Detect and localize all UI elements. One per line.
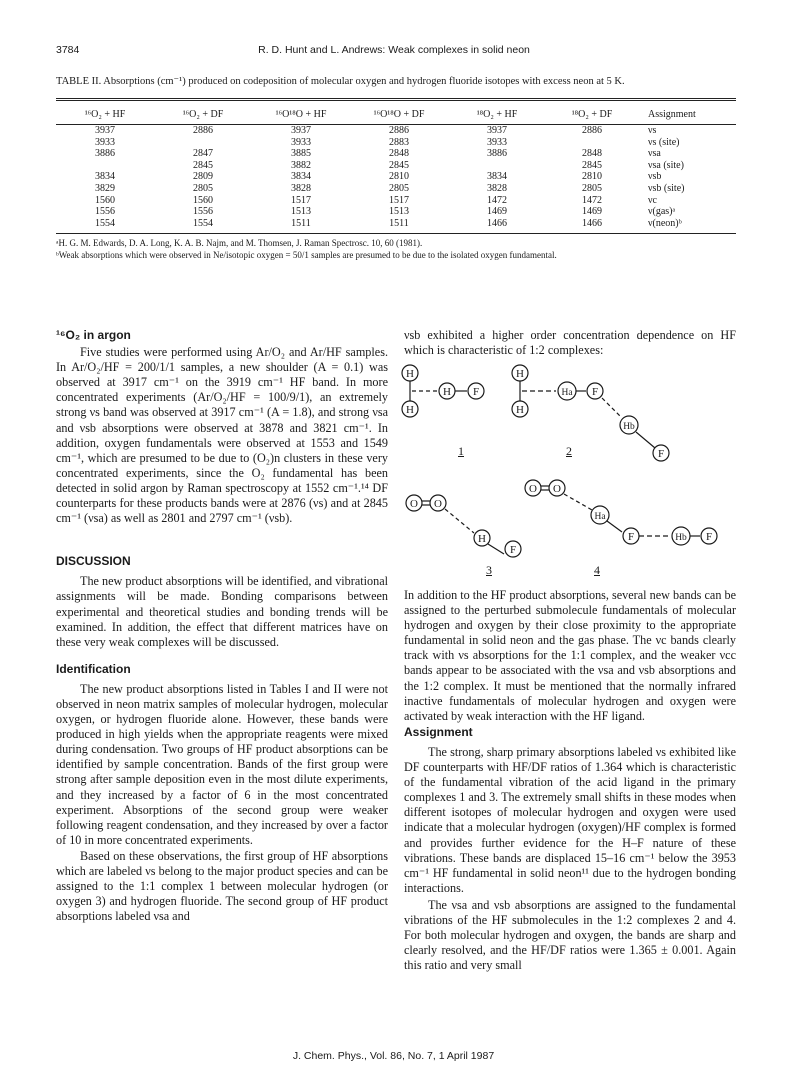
table-top-rule xyxy=(56,98,736,99)
table-cell: 1513 xyxy=(291,206,311,218)
table-cell: 3834 xyxy=(487,171,507,183)
table-cell: νs (site) xyxy=(648,136,680,148)
table-cell: 1472 xyxy=(487,194,507,206)
paragraph-identification: The new product absorptions listed in Tables I and II were not observed in neon matrix samples of molecular hydrogen, molecular oxygen, or hydrogen fluoride alone. However, these bands were produced in high yields when the appropriate reagents were mixed during condensation. Two groups of HF product absorptions can be identified by sample concentration. Bands of the first group were strong after sample deposition even in the most dilute experiments, and they increased by a factor of 6 in the most concentrated experiment. Absorptions of the second group were weaker following reagent condensation, and they increased by over a factor of 10 in more concentrated experiments. xyxy=(56,681,388,847)
table-column-header: ¹⁶O₂ + DF xyxy=(182,108,224,120)
table-cell: 2848 xyxy=(389,148,409,160)
atom-f: F xyxy=(627,531,635,543)
table-column-header: ¹⁶O₂ + HF xyxy=(84,108,126,120)
structure-label-1: 1 xyxy=(458,444,464,458)
paragraph-first-group: Based on these observations, the first group of HF absorptions which are labeled νs belong to the major product species and can be assigned to the 1:1 complex 1 between molecular hydrogen (or oxygen 3) and hydrogen fluoride. The second group of HF product absorptions labeled νsa and xyxy=(56,848,388,924)
atom-ha: Ha xyxy=(594,512,606,522)
paragraph-argon: Five studies were performed using Ar/O₂ and Ar/HF samples. In Ar/O₂/HF = 200/1/1 samples, a new shoulder (A = 0.1) was observed at 3917 cm⁻¹ on the 3919 cm⁻¹ HF band. In more concentrated experiments (Ar/O₂/HF = 100/9/1), an extremely strong νs band was observed at 3917 cm⁻¹ (A = 1.8), and strong νsa and νsb absorptions were observed at 3878 and 3821 cm⁻¹. In addition, oxygen fundamentals were observed at 1553 and 1549 cm⁻¹, which are presumed to be due to (O₂)n clusters in these very concentrated experiments, since the O₂ fundamental has been detected in solid argon by Raman spectroscopy at 1552 cm⁻¹.¹⁴ DF counterparts for these products bands were at 2876 (νs) and at 2845 cm⁻¹ (νsa) as well as 2801 and 2797 cm⁻¹ (νsb). xyxy=(56,345,388,526)
complex-structures-figure xyxy=(400,360,740,580)
table-cell: 3933 xyxy=(95,136,115,148)
table-cell: 3834 xyxy=(95,171,115,183)
table-row xyxy=(56,137,736,149)
atom-o: O xyxy=(553,483,561,495)
atom-h: H xyxy=(406,368,414,380)
table-cell: 1469 xyxy=(487,206,507,218)
table-cell: 1560 xyxy=(193,194,213,206)
table-cell: 2847 xyxy=(193,148,213,160)
table-cell: 2809 xyxy=(193,171,213,183)
paragraph-perturbed: In addition to the HF product absorptions, several new bands can be assigned to the perturbed submolecule fundamentals of molecular hydrogen and oxygen by their close proximity to the appropriate fundamental in solid neon and the gas phase. The νc bands clearly track with νs absorptions for the 1:1 complex, and the weaker νcc bands appear to be associated with the νsa and νsb absorptions and the 1:2 complex. It must be mentioned that the normally infrared inactive fundamentals of molecular hydrogen and oxygen were activated by weak interaction with the HF ligand. xyxy=(404,588,736,723)
atom-f: F xyxy=(509,544,517,556)
atom-h: H xyxy=(516,368,524,380)
table-row xyxy=(56,171,736,183)
table-cell: 2845 xyxy=(582,159,602,171)
table-caption: TABLE II. Absorptions (cm⁻¹) produced on codeposition of molecular oxygen and hydrogen fluoride isotopes with excess neon at 5 K. xyxy=(56,76,625,87)
table-cell: 3828 xyxy=(291,182,311,194)
structure-label-4: 4 xyxy=(594,563,600,577)
table-cell: 3886 xyxy=(95,148,115,160)
table-cell: 3886 xyxy=(487,148,507,160)
table-cell: νc xyxy=(648,194,657,206)
table-cell xyxy=(448,160,546,172)
table-cell: 2848 xyxy=(582,148,602,160)
table-cell: 1517 xyxy=(389,194,409,206)
table-cell: 1517 xyxy=(291,194,311,206)
atom-h: H xyxy=(406,404,414,416)
table-cell: 1560 xyxy=(95,194,115,206)
table-cell: 1554 xyxy=(193,217,213,229)
table-cell: 1511 xyxy=(389,217,409,229)
table-cell: νsb (site) xyxy=(648,182,685,194)
table-bottom-rule xyxy=(56,233,736,234)
right-column-bottom xyxy=(404,588,736,973)
table-cell: 1513 xyxy=(389,206,409,218)
table-cell: 3933 xyxy=(291,136,311,148)
running-title: R. D. Hunt and L. Andrews: Weak complexes in solid neon xyxy=(258,44,530,56)
table-row xyxy=(56,218,736,230)
table-cell: νsa (site) xyxy=(648,159,684,171)
table-cell: 3933 xyxy=(487,136,507,148)
table-cell xyxy=(56,160,154,172)
table-cell: νsa xyxy=(648,148,661,160)
table-column-header: ¹⁸O₂ + HF xyxy=(476,108,518,120)
table-cell: 3885 xyxy=(291,148,311,160)
paragraph-vsa-vsb: The νsa and νsb absorptions are assigned to the fundamental vibrations of the HF submolecules in the 1:2 complexes 2 and 4. For both molecular hydrogen and oxygen, the bands are sharp and clearly resolved, and the HF/DF ratios were 1.365 ± 0.001. Again this ratio and very small xyxy=(404,897,736,973)
atom-f: F xyxy=(657,448,665,460)
table-body xyxy=(56,125,736,229)
atom-ha: Ha xyxy=(561,388,573,398)
atom-hb: Hb xyxy=(623,422,635,432)
section-heading-argon: ¹⁶O₂ in argon xyxy=(56,328,131,342)
table-cell: 1469 xyxy=(582,206,602,218)
table-cell: 1556 xyxy=(95,206,115,218)
table-cell xyxy=(154,137,252,149)
table-cell: νsb xyxy=(648,171,662,183)
paragraph-discussion: The new product absorptions will be identified, and vibrational assignments will be made. Bonding comparisons between experimental and theoretical studies and bonding trends will be examined. In addition, the effect that different matrices have on these very weak complexes will be discussed. xyxy=(56,574,388,649)
right-column-top xyxy=(404,328,736,358)
structure-label-2: 2 xyxy=(566,444,572,458)
table-cell: ν(gas)ᵃ xyxy=(648,206,676,218)
table-top-rule-2 xyxy=(56,100,736,101)
table-column-header: ¹⁶O¹⁸O + HF xyxy=(275,108,327,120)
atom-h: H xyxy=(443,386,451,398)
table-cell: 2805 xyxy=(389,182,409,194)
section-heading-identification: Identification xyxy=(56,661,131,676)
table-cell: 3882 xyxy=(291,159,311,171)
table-cell: 3937 xyxy=(95,125,115,136)
atom-f: F xyxy=(591,386,599,398)
table-column-header: Assignment xyxy=(648,108,696,120)
running-header xyxy=(56,44,732,58)
table-row xyxy=(56,125,736,137)
table-cell: 2886 xyxy=(193,125,213,136)
table-cell: ν(neon)ᵇ xyxy=(648,217,682,229)
section-heading-assignment: Assignment xyxy=(404,724,473,739)
table-cell: 2805 xyxy=(193,182,213,194)
table-cell: 3834 xyxy=(291,171,311,183)
table-row xyxy=(56,148,736,160)
table-cell: 3829 xyxy=(95,182,115,194)
atom-o: O xyxy=(529,483,537,495)
atom-h: H xyxy=(478,533,486,545)
table-cell: 1511 xyxy=(291,217,311,229)
structure-label-3: 3 xyxy=(486,563,492,577)
table-row xyxy=(56,206,736,218)
table-cell: 2883 xyxy=(389,136,409,148)
atom-hb: Hb xyxy=(675,533,687,543)
table-cell: 2810 xyxy=(389,171,409,183)
paragraph-assignment: The strong, sharp primary absorptions labeled νs exhibited like DF counterparts with HF/DF ratios of 1.364 which is characteristic of the fundamental vibration of the acid ligand in the primary complexes 1 and 3. The extremely small shifts in these modes when different isotopes of molecular hydrogen and oxygen were used indicate that a molecular hydrogen (oxygen)/HF complex is formed and provides further evidence for the H–F nature of these vibrations. These bands are displaced 15–16 cm⁻¹ below the 3953 cm⁻¹ HF fundamental in solid neon¹¹ due to the hydrogen bonding interactions. xyxy=(404,744,736,895)
table-row xyxy=(56,160,736,172)
table-cell: 3937 xyxy=(487,125,507,136)
table-column-header: ¹⁶O¹⁸O + DF xyxy=(373,108,425,120)
absorptions-table xyxy=(56,103,736,229)
table-cell: 1556 xyxy=(193,206,213,218)
table-cell: 2810 xyxy=(582,171,602,183)
page-number: 3784 xyxy=(56,44,80,56)
table-cell: 2886 xyxy=(582,125,602,136)
paragraph-higher-order: νsb exhibited a higher order concentration dependence on HF which is characteristic of 1:2 complexes: xyxy=(404,328,736,358)
table-cell: νs xyxy=(648,125,657,136)
table-cell: 1466 xyxy=(487,217,507,229)
table-column-header: ¹⁸O₂ + DF xyxy=(571,108,613,120)
table-row xyxy=(56,195,736,207)
atom-h: H xyxy=(516,404,524,416)
journal-footer: J. Chem. Phys., Vol. 86, No. 7, 1 April 1987 xyxy=(292,1050,495,1062)
section-heading-discussion: DISCUSSION xyxy=(56,554,131,569)
table-cell: 2886 xyxy=(389,125,409,136)
table-footnote-b: ᵇWeak absorptions which were observed in Ne/isotopic oxygen = 50/1 samples are presumed to be due to the isolated oxygen fundamental. xyxy=(56,250,557,260)
table-cell: 3828 xyxy=(487,182,507,194)
atom-f: F xyxy=(705,531,713,543)
table-cell: 2845 xyxy=(389,159,409,171)
table-header-row xyxy=(56,103,736,125)
table-cell: 1466 xyxy=(582,217,602,229)
table-cell: 1554 xyxy=(95,217,115,229)
table-cell: 3937 xyxy=(291,125,311,136)
table-cell: 1472 xyxy=(582,194,602,206)
table-cell: 2845 xyxy=(193,159,213,171)
table-cell xyxy=(546,137,638,149)
atom-o: O xyxy=(434,498,442,510)
table-footnote-a: ᵃH. G. M. Edwards, D. A. Long, K. A. B. Najm, and M. Thomsen, J. Raman Spectrosc. 10, 60 (1981). xyxy=(56,238,423,248)
table-cell: 2805 xyxy=(582,182,602,194)
left-column xyxy=(56,328,388,924)
atom-f: F xyxy=(472,386,480,398)
atom-o: O xyxy=(410,498,418,510)
table-row xyxy=(56,183,736,195)
